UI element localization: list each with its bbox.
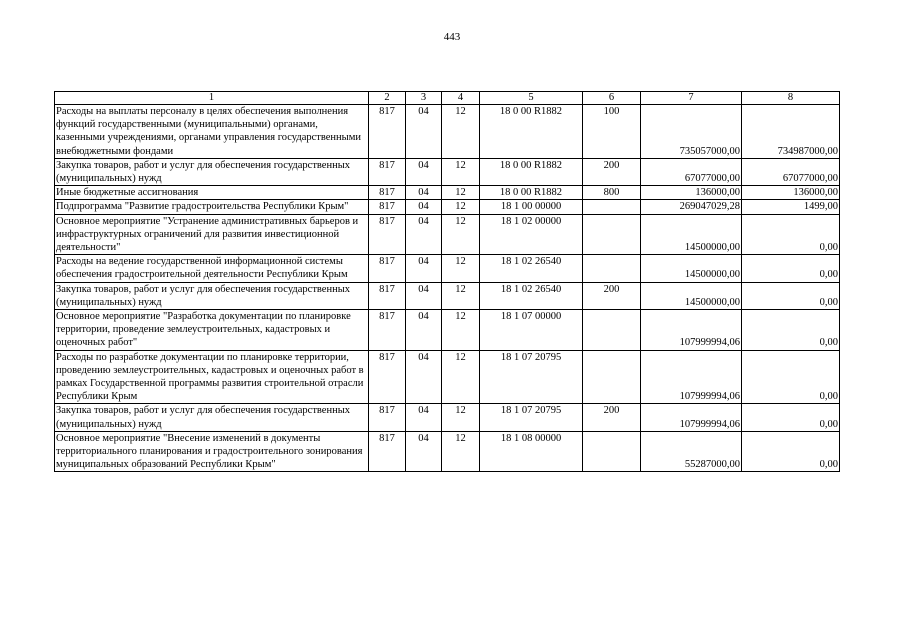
amount-year-1: 55287000,00	[641, 431, 742, 472]
section-code: 04	[406, 214, 442, 255]
row-description: Основное мероприятие "Внесение изменений в документы территориального планирования и градостроительного зонирования муниципальных образований Республики Крым"	[55, 431, 369, 472]
row-description: Подпрограмма "Развитие градостроительства Республики Крым"	[55, 200, 369, 214]
section-code: 04	[406, 200, 442, 214]
target-article-code: 18 1 02 26540	[480, 255, 583, 282]
table-row	[55, 255, 840, 282]
column-header: 8	[742, 92, 840, 105]
expense-type-code	[583, 200, 641, 214]
section-code: 04	[406, 404, 442, 431]
amount-year-2: 734987000,00	[742, 105, 840, 159]
expense-type-code: 100	[583, 105, 641, 159]
expense-type-code: 800	[583, 186, 641, 200]
amount-year-1: 269047029,28	[641, 200, 742, 214]
row-description: Расходы на выплаты персоналу в целях обеспечения выполнения функций государственными (муниципальными) органами, казенными учреждениями, органами управления государственными внебюджетными фондами	[55, 105, 369, 159]
table-row	[55, 105, 840, 159]
amount-year-2: 0,00	[742, 282, 840, 309]
ministry-code: 817	[369, 214, 406, 255]
section-code: 04	[406, 282, 442, 309]
target-article-code: 18 1 08 00000	[480, 431, 583, 472]
section-code: 04	[406, 255, 442, 282]
table-body	[55, 105, 840, 472]
target-article-code: 18 1 02 00000	[480, 214, 583, 255]
ministry-code: 817	[369, 282, 406, 309]
section-code: 04	[406, 105, 442, 159]
row-description: Иные бюджетные ассигнования	[55, 186, 369, 200]
expense-type-code	[583, 214, 641, 255]
column-header: 3	[406, 92, 442, 105]
ministry-code: 817	[369, 255, 406, 282]
ministry-code: 817	[369, 186, 406, 200]
table-row	[55, 404, 840, 431]
amount-year-2: 0,00	[742, 255, 840, 282]
subsection-code: 12	[442, 158, 480, 185]
page-number: 443	[443, 31, 461, 43]
column-header: 6	[583, 92, 641, 105]
column-header: 4	[442, 92, 480, 105]
subsection-code: 12	[442, 214, 480, 255]
table-row	[55, 186, 840, 200]
expense-type-code	[583, 255, 641, 282]
section-code: 04	[406, 350, 442, 404]
target-article-code: 18 1 00 00000	[480, 200, 583, 214]
amount-year-2: 0,00	[742, 350, 840, 404]
amount-year-1: 107999994,06	[641, 350, 742, 404]
ministry-code: 817	[369, 158, 406, 185]
amount-year-1: 107999994,06	[641, 310, 742, 351]
ministry-code: 817	[369, 350, 406, 404]
amount-year-2: 0,00	[742, 431, 840, 472]
target-article-code: 18 0 00 R1882	[480, 105, 583, 159]
amount-year-2: 67077000,00	[742, 158, 840, 185]
column-header: 2	[369, 92, 406, 105]
header-row	[55, 92, 840, 105]
ministry-code: 817	[369, 200, 406, 214]
table-row	[55, 158, 840, 185]
target-article-code: 18 1 07 00000	[480, 310, 583, 351]
table-row	[55, 200, 840, 214]
amount-year-1: 107999994,06	[641, 404, 742, 431]
target-article-code: 18 0 00 R1882	[480, 186, 583, 200]
table-row	[55, 431, 840, 472]
row-description: Расходы по разработке документации по планировке территории, проведению землеустроительных, кадастровых и оценочных работ в рамках Государственной программы развития строительной отрасли Республики Крым	[55, 350, 369, 404]
row-description: Закупка товаров, работ и услуг для обеспечения государственных (муниципальных) нужд	[55, 404, 369, 431]
subsection-code: 12	[442, 431, 480, 472]
subsection-code: 12	[442, 404, 480, 431]
row-description: Закупка товаров, работ и услуг для обеспечения государственных (муниципальных) нужд	[55, 282, 369, 309]
row-description: Основное мероприятие "Устранение административных барьеров и инфраструктурных ограничений для развития инвестиционной деятельности"	[55, 214, 369, 255]
ministry-code: 817	[369, 404, 406, 431]
section-code: 04	[406, 310, 442, 351]
row-description: Основное мероприятие "Разработка документации по планировке территории, проведение землеустроительных, кадастровых и оценочных работ"	[55, 310, 369, 351]
amount-year-1: 67077000,00	[641, 158, 742, 185]
subsection-code: 12	[442, 105, 480, 159]
expense-type-code: 200	[583, 404, 641, 431]
expense-type-code: 200	[583, 158, 641, 185]
section-code: 04	[406, 158, 442, 185]
table-row	[55, 350, 840, 404]
subsection-code: 12	[442, 282, 480, 309]
row-description: Закупка товаров, работ и услуг для обеспечения государственных (муниципальных) нужд	[55, 158, 369, 185]
subsection-code: 12	[442, 350, 480, 404]
column-header: 5	[480, 92, 583, 105]
target-article-code: 18 1 07 20795	[480, 350, 583, 404]
amount-year-1: 136000,00	[641, 186, 742, 200]
amount-year-2: 136000,00	[742, 186, 840, 200]
target-article-code: 18 1 02 26540	[480, 282, 583, 309]
amount-year-1: 735057000,00	[641, 105, 742, 159]
expense-type-code	[583, 431, 641, 472]
column-header: 1	[55, 92, 369, 105]
column-header: 7	[641, 92, 742, 105]
table-row	[55, 214, 840, 255]
amount-year-2: 0,00	[742, 310, 840, 351]
subsection-code: 12	[442, 186, 480, 200]
ministry-code: 817	[369, 431, 406, 472]
amount-year-1: 14500000,00	[641, 255, 742, 282]
row-description: Расходы на ведение государственной информационной системы обеспечения градостроительной деятельности Республики Крым	[55, 255, 369, 282]
ministry-code: 817	[369, 105, 406, 159]
subsection-code: 12	[442, 255, 480, 282]
section-code: 04	[406, 186, 442, 200]
expense-type-code	[583, 350, 641, 404]
amount-year-1: 14500000,00	[641, 282, 742, 309]
target-article-code: 18 1 07 20795	[480, 404, 583, 431]
amount-year-1: 14500000,00	[641, 214, 742, 255]
expense-type-code: 200	[583, 282, 641, 309]
ministry-code: 817	[369, 310, 406, 351]
table-row	[55, 282, 840, 309]
subsection-code: 12	[442, 310, 480, 351]
amount-year-2: 0,00	[742, 404, 840, 431]
table-header	[55, 92, 840, 105]
section-code: 04	[406, 431, 442, 472]
budget-table	[54, 91, 840, 472]
expense-type-code	[583, 310, 641, 351]
amount-year-2: 0,00	[742, 214, 840, 255]
amount-year-2: 1499,00	[742, 200, 840, 214]
table-row	[55, 310, 840, 351]
subsection-code: 12	[442, 200, 480, 214]
target-article-code: 18 0 00 R1882	[480, 158, 583, 185]
